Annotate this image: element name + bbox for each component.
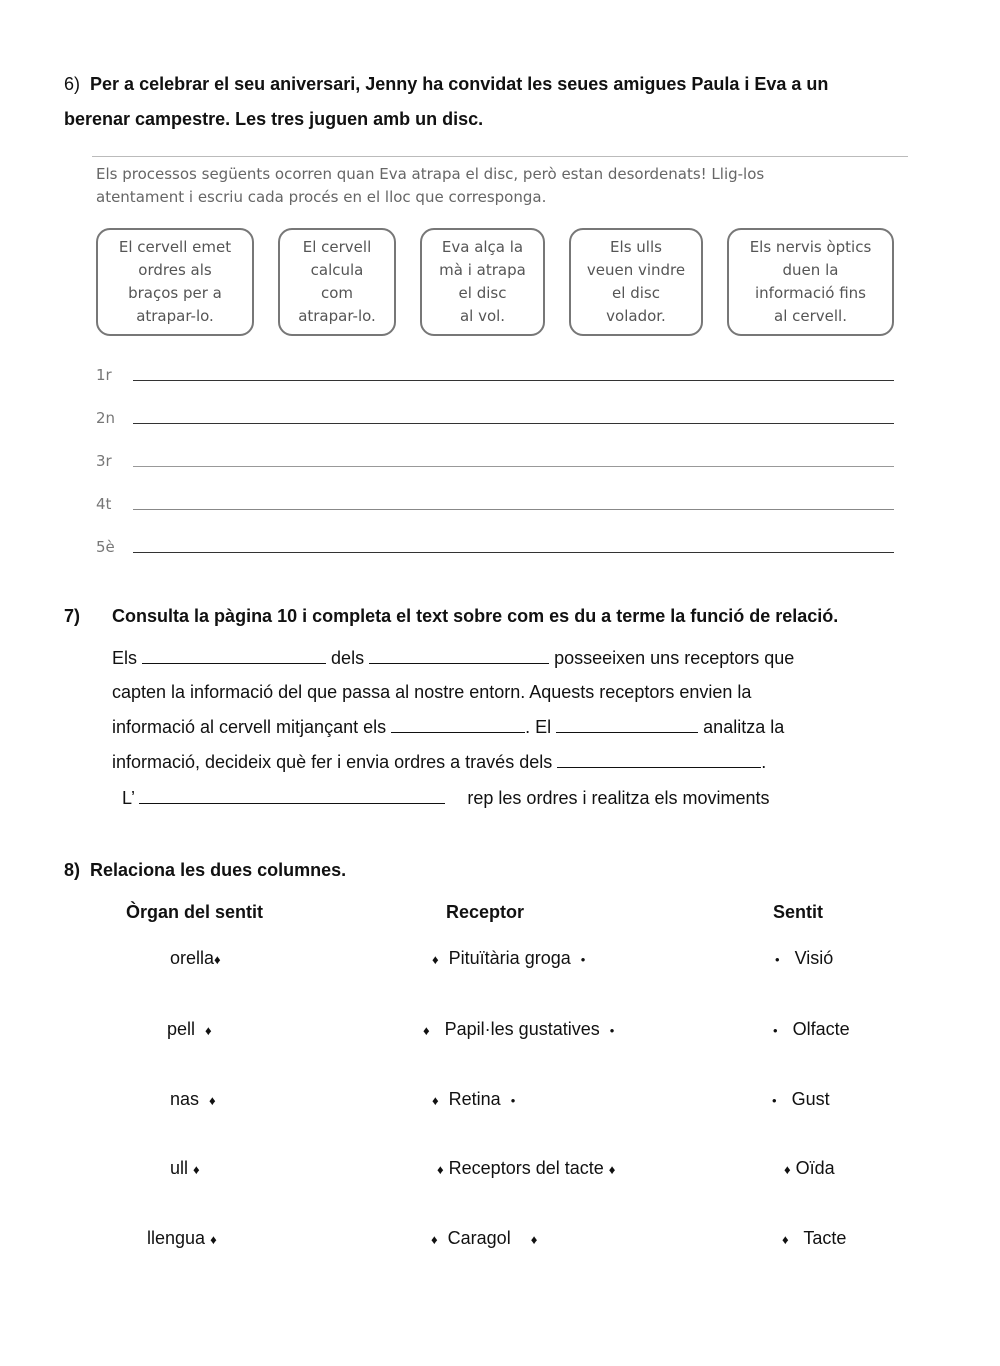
order-answer-line-3[interactable]	[133, 466, 894, 467]
diamond-icon: ♦	[432, 952, 439, 967]
diamond-icon: ♦	[210, 1232, 217, 1247]
sense-label: Oïda	[795, 1158, 835, 1178]
organ-label: pell	[167, 1019, 196, 1039]
diamond-icon: ♦	[193, 1162, 200, 1177]
blank-1[interactable]	[142, 647, 326, 664]
organ-label: orella	[170, 948, 215, 968]
process-box-4: Els ulls veuen vindre el disc volador.	[569, 228, 703, 336]
q7-line-3	[112, 715, 784, 739]
process-box-2: El cervell calcula com atrapar-lo.	[278, 228, 396, 336]
process-box-1: El cervell emet ordres als braços per a atrapar-lo.	[96, 228, 254, 336]
receptor-row-2[interactable]	[423, 1019, 614, 1040]
sense-label: Gust	[791, 1089, 830, 1109]
order-label-5: 5è	[96, 538, 115, 556]
process-box-3: Eva alça la mà i atrapa el disc al vol.	[420, 228, 545, 336]
diamond-icon: ♦	[209, 1093, 216, 1108]
q7-text-dels: dels	[331, 648, 365, 668]
organ-label: llengua	[147, 1228, 206, 1248]
organ-row-2[interactable]	[167, 1019, 212, 1040]
diamond-icon: ♦	[431, 1232, 438, 1247]
organ-label: ull	[170, 1158, 189, 1178]
blank-3[interactable]	[391, 716, 525, 733]
q7-number: 7)	[64, 606, 81, 626]
q7-text-l5-end: rep les ordres i realitza els moviments	[467, 788, 770, 808]
header-organ: Òrgan del sentit	[126, 902, 264, 922]
sense-row-4[interactable]	[784, 1158, 835, 1179]
order-label-4: 4t	[96, 495, 112, 513]
diamond-icon: ♦	[205, 1023, 212, 1038]
bullet-icon: •	[580, 952, 586, 967]
order-answer-line-5[interactable]	[133, 552, 894, 553]
organ-row-4[interactable]	[170, 1158, 200, 1179]
scan-top-divider	[92, 156, 908, 157]
sense-label: Olfacte	[792, 1019, 850, 1039]
sense-row-3[interactable]	[772, 1089, 830, 1110]
sense-row-5[interactable]	[782, 1228, 846, 1249]
q7-line-1	[112, 646, 794, 670]
q6-instruction-line2: atentament i escriu cada procés en el lloc que corresponga.	[96, 188, 547, 206]
receptor-row-3[interactable]	[432, 1089, 515, 1110]
bullet-icon: •	[510, 1093, 516, 1108]
diamond-icon: ♦	[782, 1232, 789, 1247]
diamond-icon: ♦	[437, 1162, 444, 1177]
diamond-icon: ♦	[432, 1093, 439, 1108]
blank-2[interactable]	[369, 647, 549, 664]
order-label-3: 3r	[96, 452, 112, 470]
organ-label: nas	[170, 1089, 200, 1109]
q7-title	[64, 598, 838, 634]
q7-text-l3-start: informació al cervell mitjançant els	[112, 717, 387, 737]
diamond-icon: ♦	[423, 1023, 430, 1038]
q6-title-line2: berenar campestre. Les tres juguen amb un disc.	[64, 109, 484, 129]
q7-text-l: L’	[122, 788, 135, 808]
q7-text-els: Els	[112, 648, 138, 668]
sense-row-2[interactable]	[773, 1019, 850, 1040]
receptor-label: Retina	[448, 1089, 501, 1109]
receptor-row-5[interactable]	[431, 1228, 537, 1249]
receptor-label: Pituïtària groga	[448, 948, 571, 968]
bullet-icon: •	[773, 1023, 778, 1038]
blank-6[interactable]	[139, 787, 445, 804]
receptor-label: Receptors del tacte	[448, 1158, 604, 1178]
diamond-icon: ♦	[784, 1162, 791, 1177]
blank-5[interactable]	[557, 751, 761, 768]
q6-number: 6)	[64, 74, 81, 94]
order-answer-line-2[interactable]	[133, 423, 894, 424]
q7-text-l4-start: informació, decideix què fer i envia ordres a través dels	[112, 752, 553, 772]
q6-title-line2-wrap	[64, 101, 483, 137]
header-sentit: Sentit	[773, 902, 824, 922]
receptor-row-1[interactable]	[432, 948, 585, 969]
diamond-icon: ♦	[214, 952, 221, 967]
q8-title	[64, 852, 346, 888]
organ-row-1[interactable]	[170, 948, 221, 969]
bullet-icon: •	[609, 1023, 615, 1038]
process-box-5: Els nervis òptics duen la informació fins al cervell.	[727, 228, 894, 336]
blank-4[interactable]	[556, 716, 698, 733]
organ-row-5[interactable]	[147, 1228, 217, 1249]
sense-label: Tacte	[803, 1228, 847, 1248]
bullet-icon: •	[772, 1093, 777, 1108]
q7-title-text: Consulta la pàgina 10 i completa el text sobre com es du a terme la funció de relació.	[112, 606, 839, 626]
diamond-icon: ♦	[530, 1232, 538, 1247]
q6-title	[64, 66, 828, 102]
q7-text-period: .	[761, 752, 767, 772]
q7-line-4	[112, 750, 766, 774]
header-receptor: Receptor	[446, 902, 525, 922]
q8-number: 8)	[64, 860, 81, 880]
q8-title-text: Relaciona les dues columnes.	[90, 860, 347, 880]
q7-text-l1-end: posseeixen uns receptors que	[554, 648, 795, 668]
q7-line-5	[122, 786, 770, 810]
diamond-icon: ♦	[608, 1162, 616, 1177]
order-label-1: 1r	[96, 366, 112, 384]
sense-label: Visió	[794, 948, 834, 968]
order-answer-line-4[interactable]	[133, 509, 894, 510]
order-label-2: 2n	[96, 409, 116, 427]
order-answer-line-1[interactable]	[133, 380, 894, 381]
receptor-label: Caragol	[447, 1228, 511, 1248]
bullet-icon: •	[775, 952, 780, 967]
organ-row-3[interactable]	[170, 1089, 216, 1110]
receptor-label: Papil·les gustatives	[444, 1019, 600, 1039]
receptor-row-4[interactable]	[437, 1158, 615, 1179]
q7-line-2: capten la informació del que passa al nostre entorn. Aquests receptors envien la	[112, 682, 752, 702]
q6-instruction-line1: Els processos següents ocorren quan Eva atrapa el disc, però estan desordenats! Llig-los	[96, 165, 765, 183]
q7-text-el: . El	[525, 717, 552, 737]
q7-text-l3-end: analitza la	[703, 717, 785, 737]
sense-row-1[interactable]	[775, 948, 833, 969]
q6-title-line1: Per a celebrar el seu aniversari, Jenny ha convidat les seues amigues Paula i Eva a un	[90, 74, 829, 94]
